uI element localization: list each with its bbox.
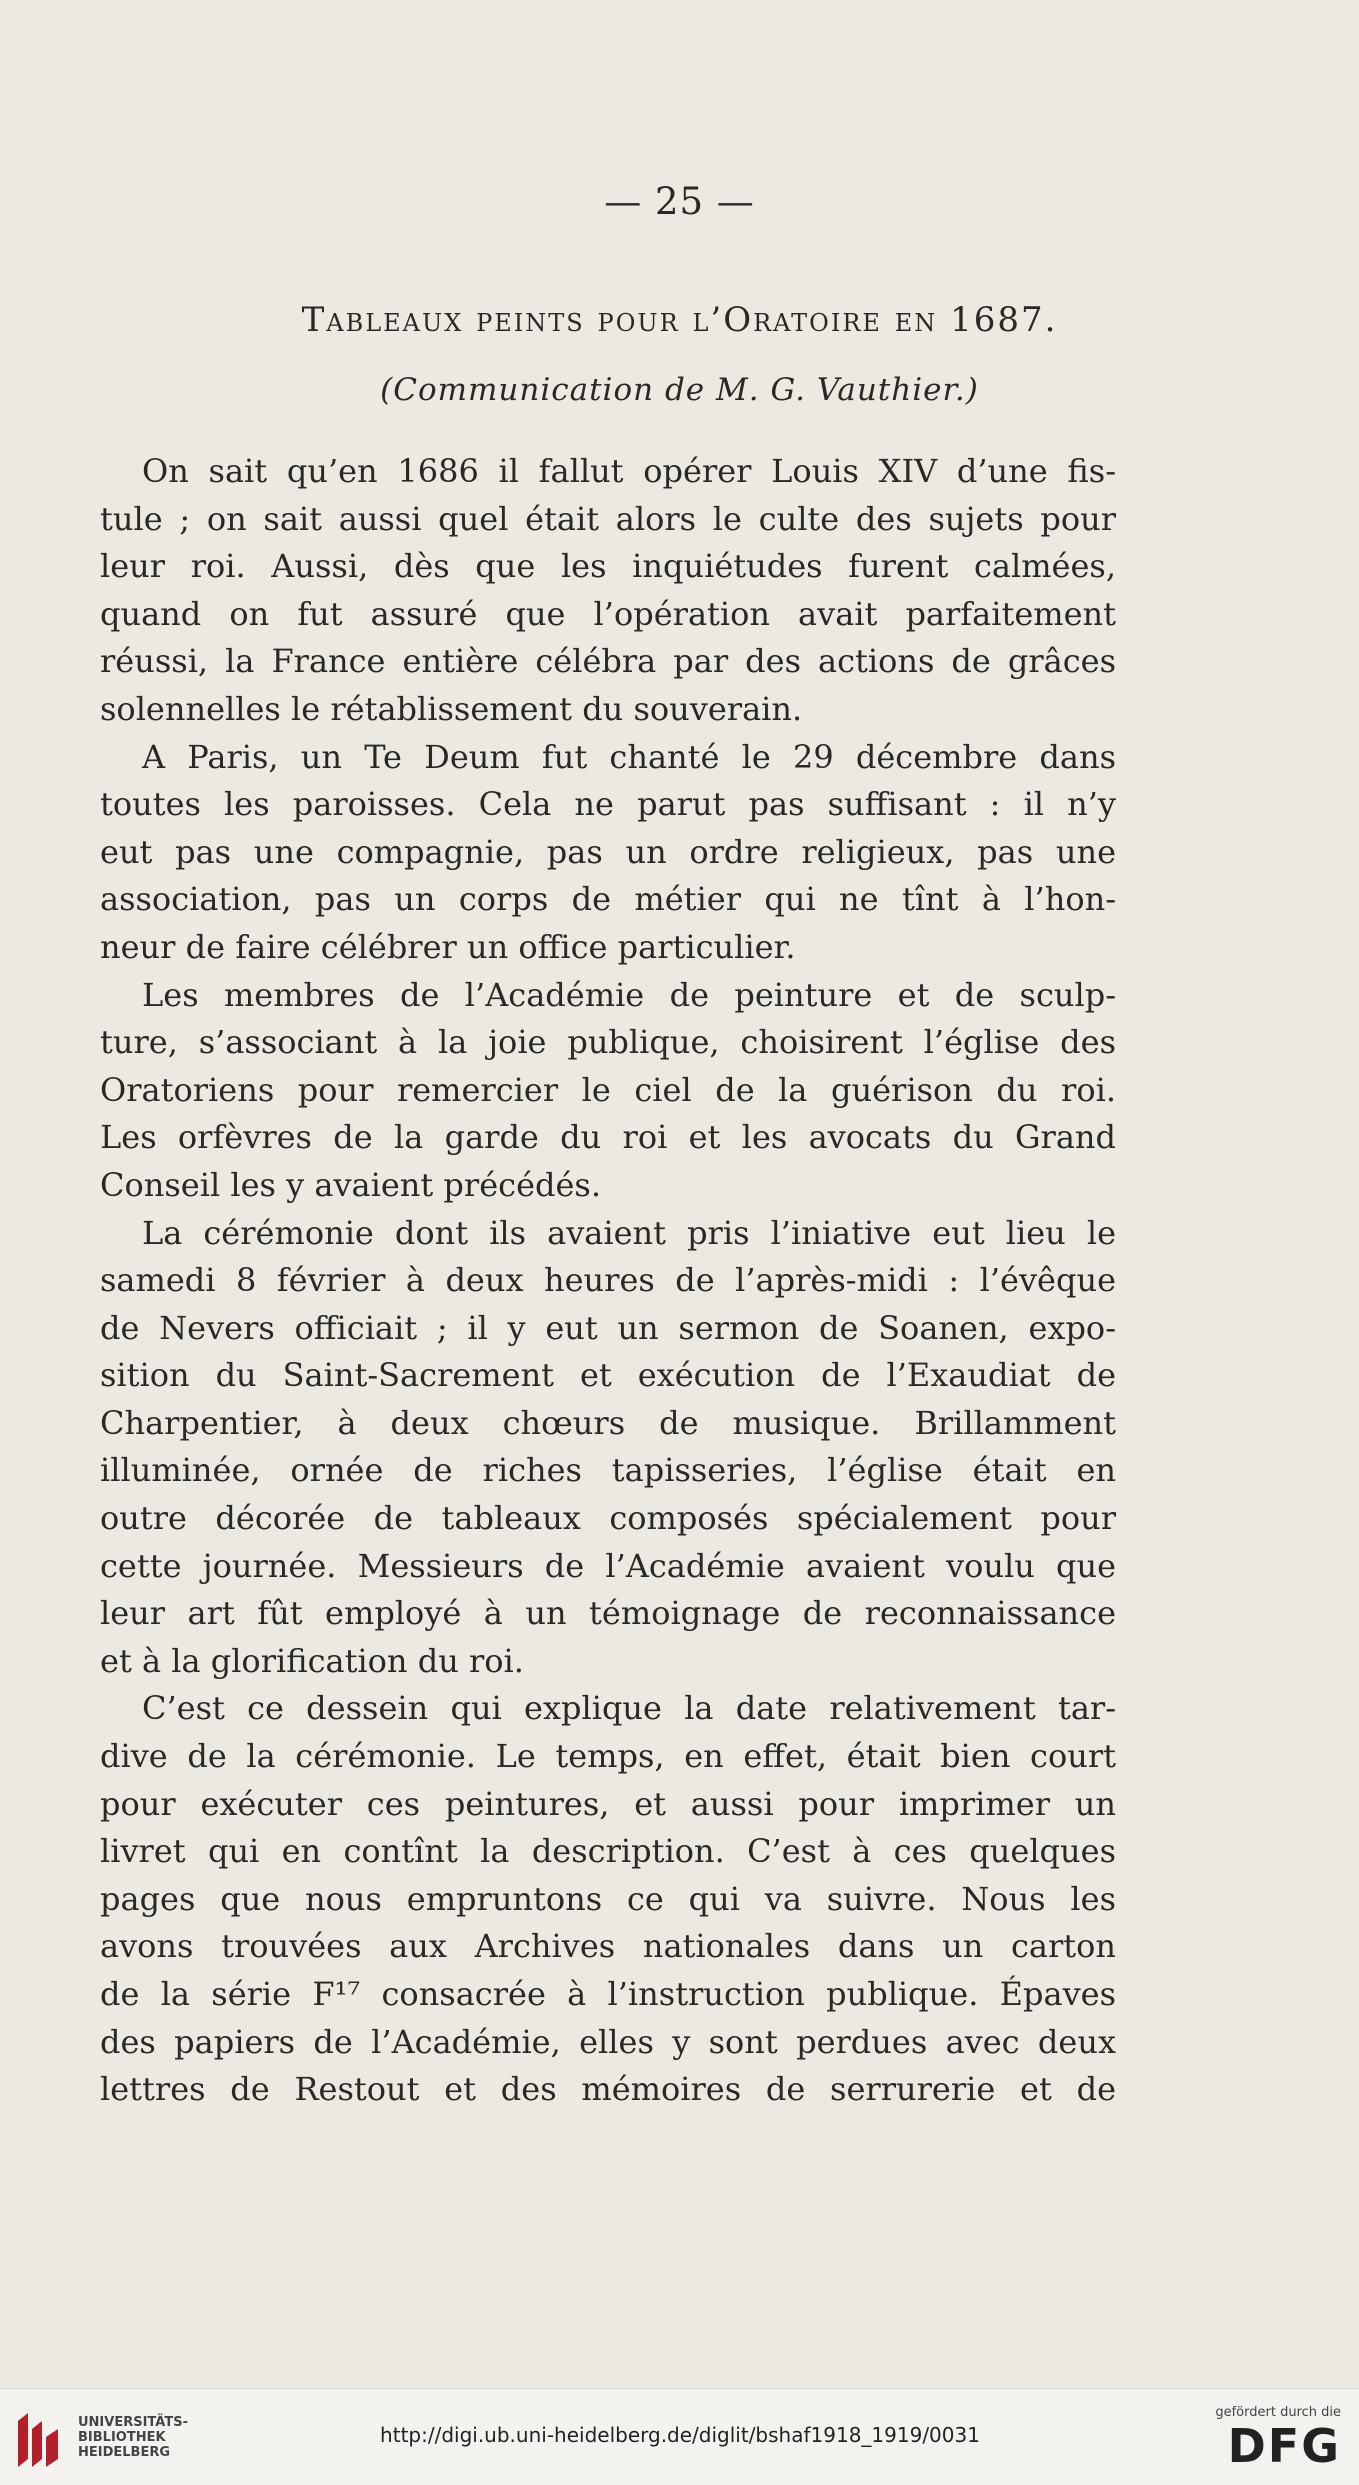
library-name — [78, 2415, 188, 2460]
text-line: La cérémonie dont ils avaient pris l’iniative eut lieu le — [142, 1213, 1116, 1252]
text-line: C’est ce dessein qui explique la date relativement tar- — [142, 1689, 1116, 1728]
text-line: réussi, la France entière célébra par des actions de grâces — [100, 642, 1116, 681]
text-line: quand on fut assuré que l’opération avait parfaitement — [100, 594, 1116, 633]
text-line: Charpentier, à deux chœurs de musique. Brillamment — [100, 1403, 1116, 1442]
article-title: Tableaux peints pour l’Oratoire en 1687. — [301, 300, 1058, 340]
page-number: — 25 — — [604, 180, 755, 223]
text-line: On sait qu’en 1686 il fallut opérer Louis XIV d’une fis- — [142, 452, 1116, 490]
text-line: dive de la cérémonie. Le temps, en effet, était bien court — [100, 1737, 1116, 1776]
text-line: pour exécuter ces peintures, et aussi pour imprimer un — [100, 1784, 1116, 1823]
text-line: ture, s’associant à la joie publique, choisirent l’église des — [100, 1023, 1116, 1062]
library-name-line: BIBLIOTHEK — [78, 2430, 166, 2445]
text-line: leur art fût employé à un témoignage de reconnaissance — [100, 1594, 1116, 1633]
text-line: samedi 8 février à deux heures de l’après-midi : l’évêque — [100, 1261, 1116, 1300]
text-line: tule ; on sait aussi quel était alors le culte des sujets pour — [100, 499, 1116, 538]
article-subtitle: (Communication de M. G. Vauthier.) — [380, 372, 979, 408]
library-name-line: UNIVERSITÄTS- — [78, 2415, 188, 2430]
funding-label: gefördert durch die — [1215, 2405, 1341, 2420]
text-line: lettres de Restout et des mémoires de serrurerie et de — [100, 2070, 1116, 2109]
text-line: eut pas une compagnie, pas un ordre religieux, pas une — [100, 832, 1116, 871]
text-line: pages que nous empruntons ce qui va suivre. Nous les — [100, 1879, 1116, 1918]
text-line: solennelles le rétablissement du souverain. — [100, 689, 803, 728]
text-line: neur de faire célébrer un office particulier. — [100, 927, 796, 966]
funding-block — [1181, 2405, 1341, 2472]
text-line: illuminée, ornée de riches tapisseries, l’église était en — [100, 1451, 1116, 1490]
body-text — [100, 448, 1116, 2114]
text-line: outre décorée de tableaux composés spécialement pour — [100, 1499, 1116, 1538]
library-logo-icon — [14, 2409, 64, 2471]
footer-bar — [0, 2388, 1359, 2485]
text-line: toutes les paroisses. Cela ne parut pas suffisant : il n’y — [100, 785, 1116, 824]
text-line: Conseil les y avaient précédés. — [100, 1165, 602, 1204]
text-line: cette journée. Messieurs de l’Académie avaient voulu que — [100, 1546, 1116, 1585]
dfg-logo: DFG — [1227, 2419, 1341, 2473]
text-line: avons trouvées aux Archives nationales dans un carton — [100, 1927, 1116, 1966]
text-line: association, pas un corps de métier qui ne tînt à l’hon- — [100, 880, 1116, 919]
text-line: Les orfèvres de la garde du roi et les avocats du Grand — [100, 1118, 1116, 1157]
library-name-line: HEIDELBERG — [78, 2445, 171, 2460]
text-line: de la série F¹⁷ consacrée à l’instruction publique. Épaves — [100, 1975, 1116, 2013]
text-line: et à la glorification du roi. — [100, 1641, 524, 1680]
text-line: livret qui en contînt la description. C’est à ces quelques — [100, 1832, 1116, 1871]
text-line: sition du Saint-Sacrement et exécution de l’Exaudiat de — [100, 1356, 1116, 1395]
text-line: Les membres de l’Académie de peinture et de sculp- — [142, 975, 1116, 1014]
text-line: des papiers de l’Académie, elles y sont perdues avec deux — [100, 2022, 1116, 2061]
text-line: A Paris, un Te Deum fut chanté le 29 décembre dans — [142, 737, 1116, 776]
text-line: Oratoriens pour remercier le ciel de la guérison du roi. — [100, 1070, 1116, 1109]
text-line: de Nevers officiait ; il y eut un sermon de Soanen, expo- — [100, 1308, 1116, 1347]
source-url-link[interactable]: http://digi.ub.uni-heidelberg.de/diglit/bshaf1918_1919/0031 — [380, 2423, 980, 2447]
text-line: leur roi. Aussi, dès que les inquiétudes furent calmées, — [100, 547, 1116, 586]
